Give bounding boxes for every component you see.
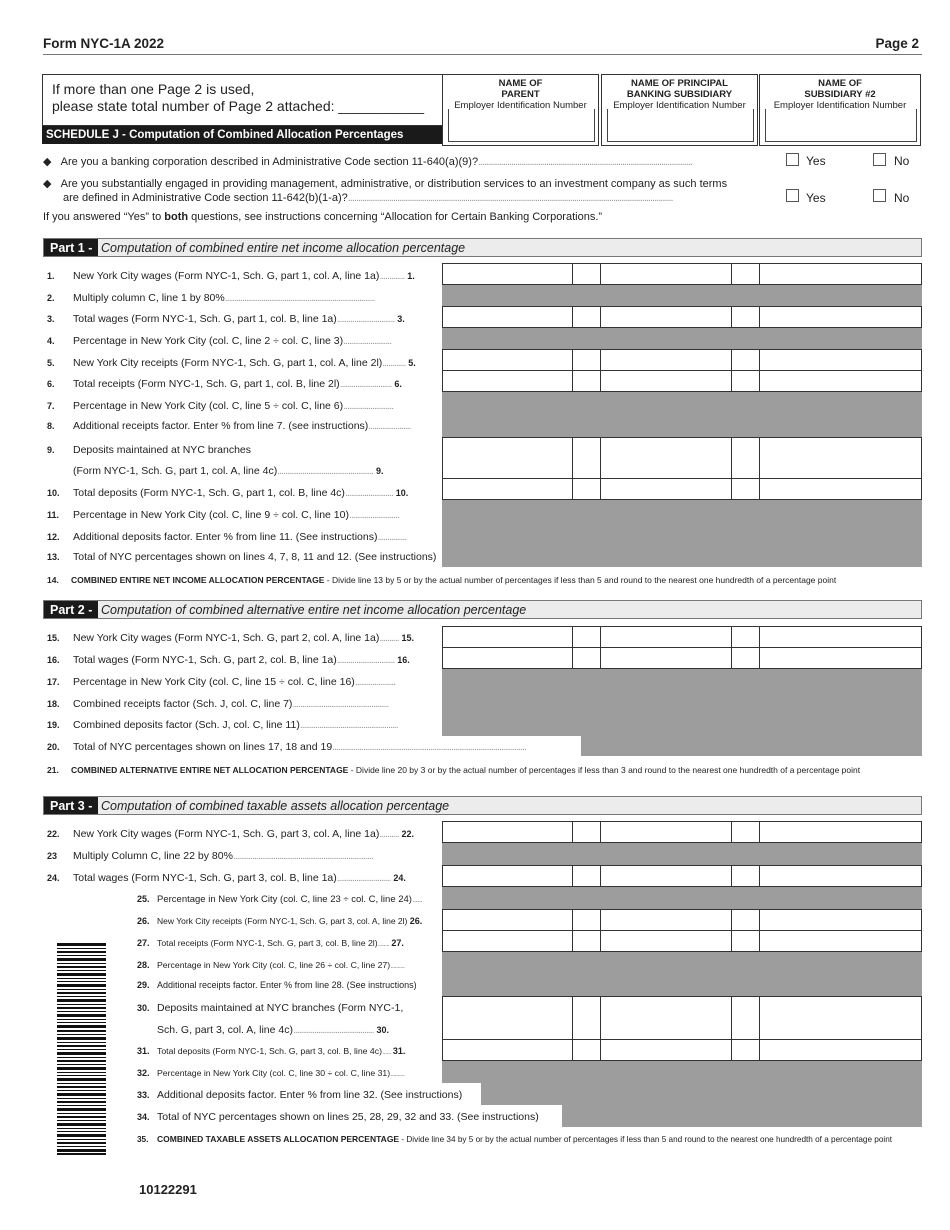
p1-l7-num: 7. [47,401,55,411]
p3-l32-num: 32. [137,1068,150,1078]
p3-l30-text: Deposits maintained at NYC branches (Form NYC-1, [157,1002,404,1014]
p3-l27-ref: 27. [391,938,404,948]
p3-l23-shaded [442,843,922,865]
p1-l6-ref: 6. [394,379,402,389]
p1-l10-colA[interactable] [442,478,573,500]
part3-tag: Part 3 - [44,797,98,814]
p2-l17-text: Percentage in New York City (col. C, line 15 ÷ col. C, line 16) [73,676,355,688]
p3-l34-num: 34. [137,1112,150,1122]
p1-l2-text: Multiply column C, line 1 by 80% [73,292,225,304]
p3-l30-colA[interactable] [442,996,573,1040]
p1-l4-text: Percentage in New York City (col. C, line 2 ÷ col. C, line 3) [73,335,344,347]
p1-l12-num: 12. [47,532,60,542]
p2-l17-l19-shaded [442,669,922,736]
p3-l30b-text: Sch. G, part 3, col. A, line 4c) [157,1024,293,1036]
p1-l10-colB[interactable] [600,478,732,500]
part2-tag: Part 2 - [44,601,98,618]
p1-l14-text: - Divide line 13 by 5 or by the actual number of percentages if less than 5 and round to the nearest one hundredth of a percentage point [324,575,837,585]
p3-l30-num: 30. [137,1003,150,1013]
p2-l19-num: 19. [47,720,60,730]
q2-yes-checkbox[interactable] [786,189,799,202]
form-code: 10122291 [139,1182,197,1197]
p3-l30-colA-dec[interactable] [572,996,601,1040]
p3-l31-colA-dec[interactable] [572,1039,601,1061]
p2-l17-num: 17. [47,677,60,687]
bullet-icon: ◆ [43,156,52,168]
p1-l4-num: 4. [47,336,55,346]
p3-l29-text: Additional receipts factor. Enter % from line 28. (See instructions) [157,980,417,990]
p3-l31-ref: 31. [392,1046,406,1056]
p3-l33-num: 33. [137,1090,150,1100]
p2-l16-num: 16. [47,655,60,665]
p3-l23-text: Multiply Column C, line 22 by 80% [73,850,233,862]
p2-l19-text: Combined deposits factor (Sch. J, col. C, line 11) [73,719,300,731]
page2-count-field[interactable]: please state total number of Page 2 attached: ___________ [52,98,425,114]
part3-title: Computation of combined taxable assets allocation percentage [101,799,450,813]
header-rule [43,54,922,55]
p1-l5-text: New York City receipts (Form NYC-1, Sch. G, part 1, col. A, line 2l) [73,357,383,369]
part2-header [43,600,922,619]
p3-l29-num: 29. [137,980,150,990]
p1-l5-ref: 5. [408,358,416,368]
p2-l18-num: 18. [47,699,60,709]
p1-l5-colB-dec[interactable] [731,349,760,371]
p1-l6-num: 6. [47,379,55,389]
p3-l32-text: Percentage in New York City (col. C, line 30 ÷ col. C, line 31) [157,1068,391,1078]
p1-l14-num: 14. [47,575,59,585]
p3-l22-colA-dec[interactable] [572,821,601,843]
page2-notice: If more than one Page 2 is used, please state total number of Page 2 attached: ___________ [52,81,425,114]
p2-l15-ref: 15. [401,633,414,643]
p3-l27-colB-dec[interactable] [731,930,760,952]
p3-l26-colB[interactable] [600,909,732,931]
p2-l15-colA[interactable] [442,626,573,648]
p1-l1-colB-dec[interactable] [731,263,760,285]
p1-l3-num: 3. [47,314,55,324]
p3-l27-text: Total receipts (Form NYC-1, Sch. G, part 3, col. B, line 2l) [157,938,378,948]
p2-l15-colB[interactable] [600,626,732,648]
p1-l6-colB[interactable] [600,370,732,392]
p2-l21-bold: COMBINED ALTERNATIVE ENTIRE NET ALLOCATION PERCENTAGE [71,765,349,775]
p3-l26-colB-dec[interactable] [731,909,760,931]
p1-l7-text: Percentage in New York City (col. C, line 5 ÷ col. C, line 6) [73,400,344,412]
p3-l24-colA-dec[interactable] [572,865,601,887]
p2-l15-colA-dec[interactable] [572,626,601,648]
question-2a: Are you substantially engaged in providing management, administrative, or distribution services to an investment company as such terms [60,178,728,190]
p3-l26-colA[interactable] [442,909,573,931]
p3-l24-colB-dec[interactable] [731,865,760,887]
p1-l9-text: Deposits maintained at NYC branches [73,444,252,456]
ein-field-banking-sub[interactable] [607,109,754,142]
p3-l31-text: Total deposits (Form NYC-1, Sch. G, part 3, col. B, line 4c) [157,1046,382,1056]
p1-l5-colA[interactable] [442,349,573,371]
bullet-icon: ◆ [43,178,52,190]
q1-no-checkbox[interactable] [873,153,886,166]
p1-l3-colA-dec[interactable] [572,306,601,328]
p3-l27-colC[interactable] [759,930,922,952]
p1-l9-colA[interactable] [442,437,573,479]
p1-l9-colB-dec[interactable] [731,437,760,479]
p2-l20-text: Total of NYC percentages shown on lines 17, 18 and 19 [73,741,333,753]
p1-l3-colA[interactable] [442,306,573,328]
p1-l10-colC[interactable] [759,478,922,500]
p3-l30-colB[interactable] [600,996,732,1040]
p1-l9-colA-dec[interactable] [572,437,601,479]
p3-l24-text: Total wages (Form NYC-1, Sch. G, part 3, col. B, line 1a) [73,872,337,884]
p3-l27-colB[interactable] [600,930,732,952]
col-name-parent-2: PARENT [501,89,540,100]
p1-l14-bold: COMBINED ENTIRE NET INCOME ALLOCATION PERCENTAGE [71,575,325,585]
p2-l20-shaded [581,736,922,756]
p1-l5-num: 5. [47,358,55,368]
p3-l26-colC[interactable] [759,909,922,931]
p1-l6-text: Total receipts (Form NYC-1, Sch. G, part 1, col. B, line 2l) [73,378,340,390]
q1-yes-checkbox[interactable] [786,153,799,166]
p1-l1-colA[interactable] [442,263,573,285]
col-name-parent-1: NAME OF [498,78,543,89]
p1-l6-colA-dec[interactable] [572,370,601,392]
p3-l31-colB[interactable] [600,1039,732,1061]
part1-header [43,238,922,257]
p2-l15-num: 15. [47,633,60,643]
col-ein-banking-sub: Employer Identification Number [613,100,746,111]
p3-l26-num: 26. [137,916,150,926]
p2-l15-colC[interactable] [759,626,922,648]
p2-l16-colA[interactable] [442,647,573,669]
p3-l31-num: 31. [137,1046,150,1056]
p3-l24-colB[interactable] [600,865,732,887]
p1-l7-l8-shaded [442,392,922,437]
p3-l35-num: 35. [137,1135,149,1144]
p1-l13-num: 13. [47,552,60,562]
p3-l22-colB-dec[interactable] [731,821,760,843]
p2-l16-text: Total wages (Form NYC-1, Sch. G, part 2, col. B, line 1a) [73,654,337,666]
p1-l11-num: 11. [47,510,60,520]
p1-l3-colB-dec[interactable] [731,306,760,328]
p3-l23-num: 23 [47,851,58,861]
p2-l21-num: 21. [47,765,59,775]
questions-footnote: If you answered “Yes” to both questions, see instructions concerning “Allocation for Certain Banking Corporations.” [43,211,603,223]
p3-l22-ref: 22. [401,829,414,839]
page-label: Page 2 [875,36,919,51]
p3-l25-num: 25. [137,894,150,904]
p2-l16-colC[interactable] [759,647,922,669]
p3-l25-shaded [442,887,922,909]
p1-l3-ref: 3. [397,314,405,324]
p3-l27-num: 27. [137,938,150,948]
p1-l2-shaded [442,285,922,306]
form-title: Form NYC-1A 2022 [43,36,165,51]
p1-l6-colB-dec[interactable] [731,370,760,392]
p1-l1-text: New York City wages (Form NYC-1, Sch. G, part 1, col. A, line 1a) [73,270,380,282]
p1-l10-colA-dec[interactable] [572,478,601,500]
p1-l3-colC[interactable] [759,306,922,328]
question-1: Are you a banking corporation described in Administrative Code section 11-640(a)(9)? [60,156,479,168]
p1-l13-text: Total of NYC percentages shown on lines 4, 7, 8, 11 and 12. (See instructions) [73,551,437,563]
p1-l9-colC[interactable] [759,437,922,479]
q2-no-label: No [894,191,910,205]
p1-l10-colB-dec[interactable] [731,478,760,500]
p3-l32-shaded [442,1061,922,1083]
p3-l28-num: 28. [137,960,150,970]
part1-title: Computation of combined entire net income allocation percentage [101,241,466,255]
p2-l18-text: Combined receipts factor (Sch. J, col. C, line 7) [73,698,293,710]
part3-header [43,796,922,815]
p3-l26-text: New York City receipts (Form NYC-1, Sch. G, part 3, col. A, line 2l) [157,916,408,926]
p3-l30-colC[interactable] [759,996,922,1040]
p1-l6-colC[interactable] [759,370,922,392]
q1-no-label: No [894,154,910,168]
ein-field-sub2[interactable] [765,109,917,142]
p3-l27-colA-dec[interactable] [572,930,601,952]
p1-l8-num: 8. [47,421,55,431]
part1-tag: Part 1 - [44,239,98,256]
p1-l3-colB[interactable] [600,306,732,328]
p1-l12-text: Additional deposits factor. Enter % from line 11. (See instructions) [73,531,378,543]
p3-l34-shaded [562,1105,922,1127]
question-2b: are defined in Administrative Code section 11-642(b)(1-a)? [63,192,348,204]
p1-l5-colC[interactable] [759,349,922,371]
p3-l22-colA[interactable] [442,821,573,843]
p1-l10-num: 10. [47,488,60,498]
p3-l22-num: 22. [47,829,60,839]
p3-l22-colC[interactable] [759,821,922,843]
p1-l9-colB[interactable] [600,437,732,479]
p1-l1-colB[interactable] [600,263,732,285]
p2-l16-colB[interactable] [600,647,732,669]
q1-yes-label: Yes [806,154,826,168]
p1-l5-colA-dec[interactable] [572,349,601,371]
p1-l9b-text: (Form NYC-1, Sch. G, part 1, col. A, line 4c) [73,465,278,477]
p3-l33-text: Additional deposits factor. Enter % from line 32. (See instructions) [157,1089,463,1101]
p1-l4-shaded [442,328,922,349]
p1-l9-num: 9. [47,445,55,455]
p1-l1-num: 1. [47,271,55,281]
p1-l10-ref: 10. [395,488,409,498]
p3-l24-colA[interactable] [442,865,573,887]
p3-l30-ref: 30. [376,1025,389,1035]
q2-yes-label: Yes [806,191,826,205]
p1-l1-colA-dec[interactable] [572,263,601,285]
p2-l16-ref: 16. [397,655,410,665]
p1-l9-ref: 9. [376,466,384,476]
p1-l6-colA[interactable] [442,370,573,392]
col-ein-sub2: Employer Identification Number [773,100,907,111]
p2-l21-text: - Divide line 20 by 3 or by the actual number of percentages if less than 3 and round to the nearest one hundredth of a percentage point [348,765,861,775]
schedule-title: SCHEDULE J - Computation of Combined Allocation Percentages [42,126,442,144]
p3-l28-l29-shaded [442,952,922,996]
p3-l24-ref: 24. [393,873,406,883]
p1-l3-text: Total wages (Form NYC-1, Sch. G, part 1, col. B, line 1a) [73,313,337,325]
p3-l31-colC[interactable] [759,1039,922,1061]
p3-l35-text: - Divide line 34 by 5 or by the actual number of percentages if less than 5 and round to the nearest one hundredth of a percentage point [399,1135,893,1144]
p3-l24-num: 24. [47,873,60,883]
part2-title: Computation of combined alternative entire net income allocation percentage [101,603,527,617]
p1-l11-text: Percentage in New York City (col. C, line 9 ÷ col. C, line 10) [73,509,349,521]
q2-no-checkbox[interactable] [873,189,886,202]
p3-l30-colB-dec[interactable] [731,996,760,1040]
p1-l10-text: Total deposits (Form NYC-1, Sch. G, part 1, col. B, line 4c) [73,487,345,499]
p3-l34-text: Total of NYC percentages shown on lines 25, 28, 29, 32 and 33. (See instructions) [157,1111,539,1123]
p1-l2-num: 2. [47,293,55,303]
p1-l1-colC[interactable] [759,263,922,285]
p3-l24-colC[interactable] [759,865,922,887]
p3-l31-colB-dec[interactable] [731,1039,760,1061]
col-ein-parent: Employer Identification Number [454,100,587,111]
p1-l11-l13-shaded [442,500,922,567]
ein-field-parent[interactable] [448,109,595,142]
p3-l26-ref: 26. [409,916,423,926]
p1-l8-text: Additional receipts factor. Enter % from line 7. (see instructions) [73,420,369,432]
p3-l26-colA-dec[interactable] [572,909,601,931]
p2-l20-num: 20. [47,742,60,752]
p3-l33-shaded [481,1083,922,1105]
p2-l15-colB-dec[interactable] [731,626,760,648]
p2-l16-colA-dec[interactable] [572,647,601,669]
p1-l5-colB[interactable] [600,349,732,371]
p1-l1-ref: 1. [407,271,415,281]
p3-l35-bold: COMBINED TAXABLE ASSETS ALLOCATION PERCENTAGE [157,1134,400,1144]
p2-l15-text: New York City wages (Form NYC-1, Sch. G, part 2, col. A, line 1a) [73,632,380,644]
p3-l25-text: Percentage in New York City (col. C, line 23 ÷ col. C, line 24) [157,894,412,905]
barcode-icon [57,943,106,1155]
p3-l27-colA[interactable] [442,930,573,952]
p2-l16-colB-dec[interactable] [731,647,760,669]
p3-l31-colA[interactable] [442,1039,573,1061]
p3-l22-colB[interactable] [600,821,732,843]
p3-l22-text: New York City wages (Form NYC-1, Sch. G, part 3, col. A, line 1a) [73,828,380,840]
p3-l28-text: Percentage in New York City (col. C, line 26 ÷ col. C, line 27) [157,960,391,970]
